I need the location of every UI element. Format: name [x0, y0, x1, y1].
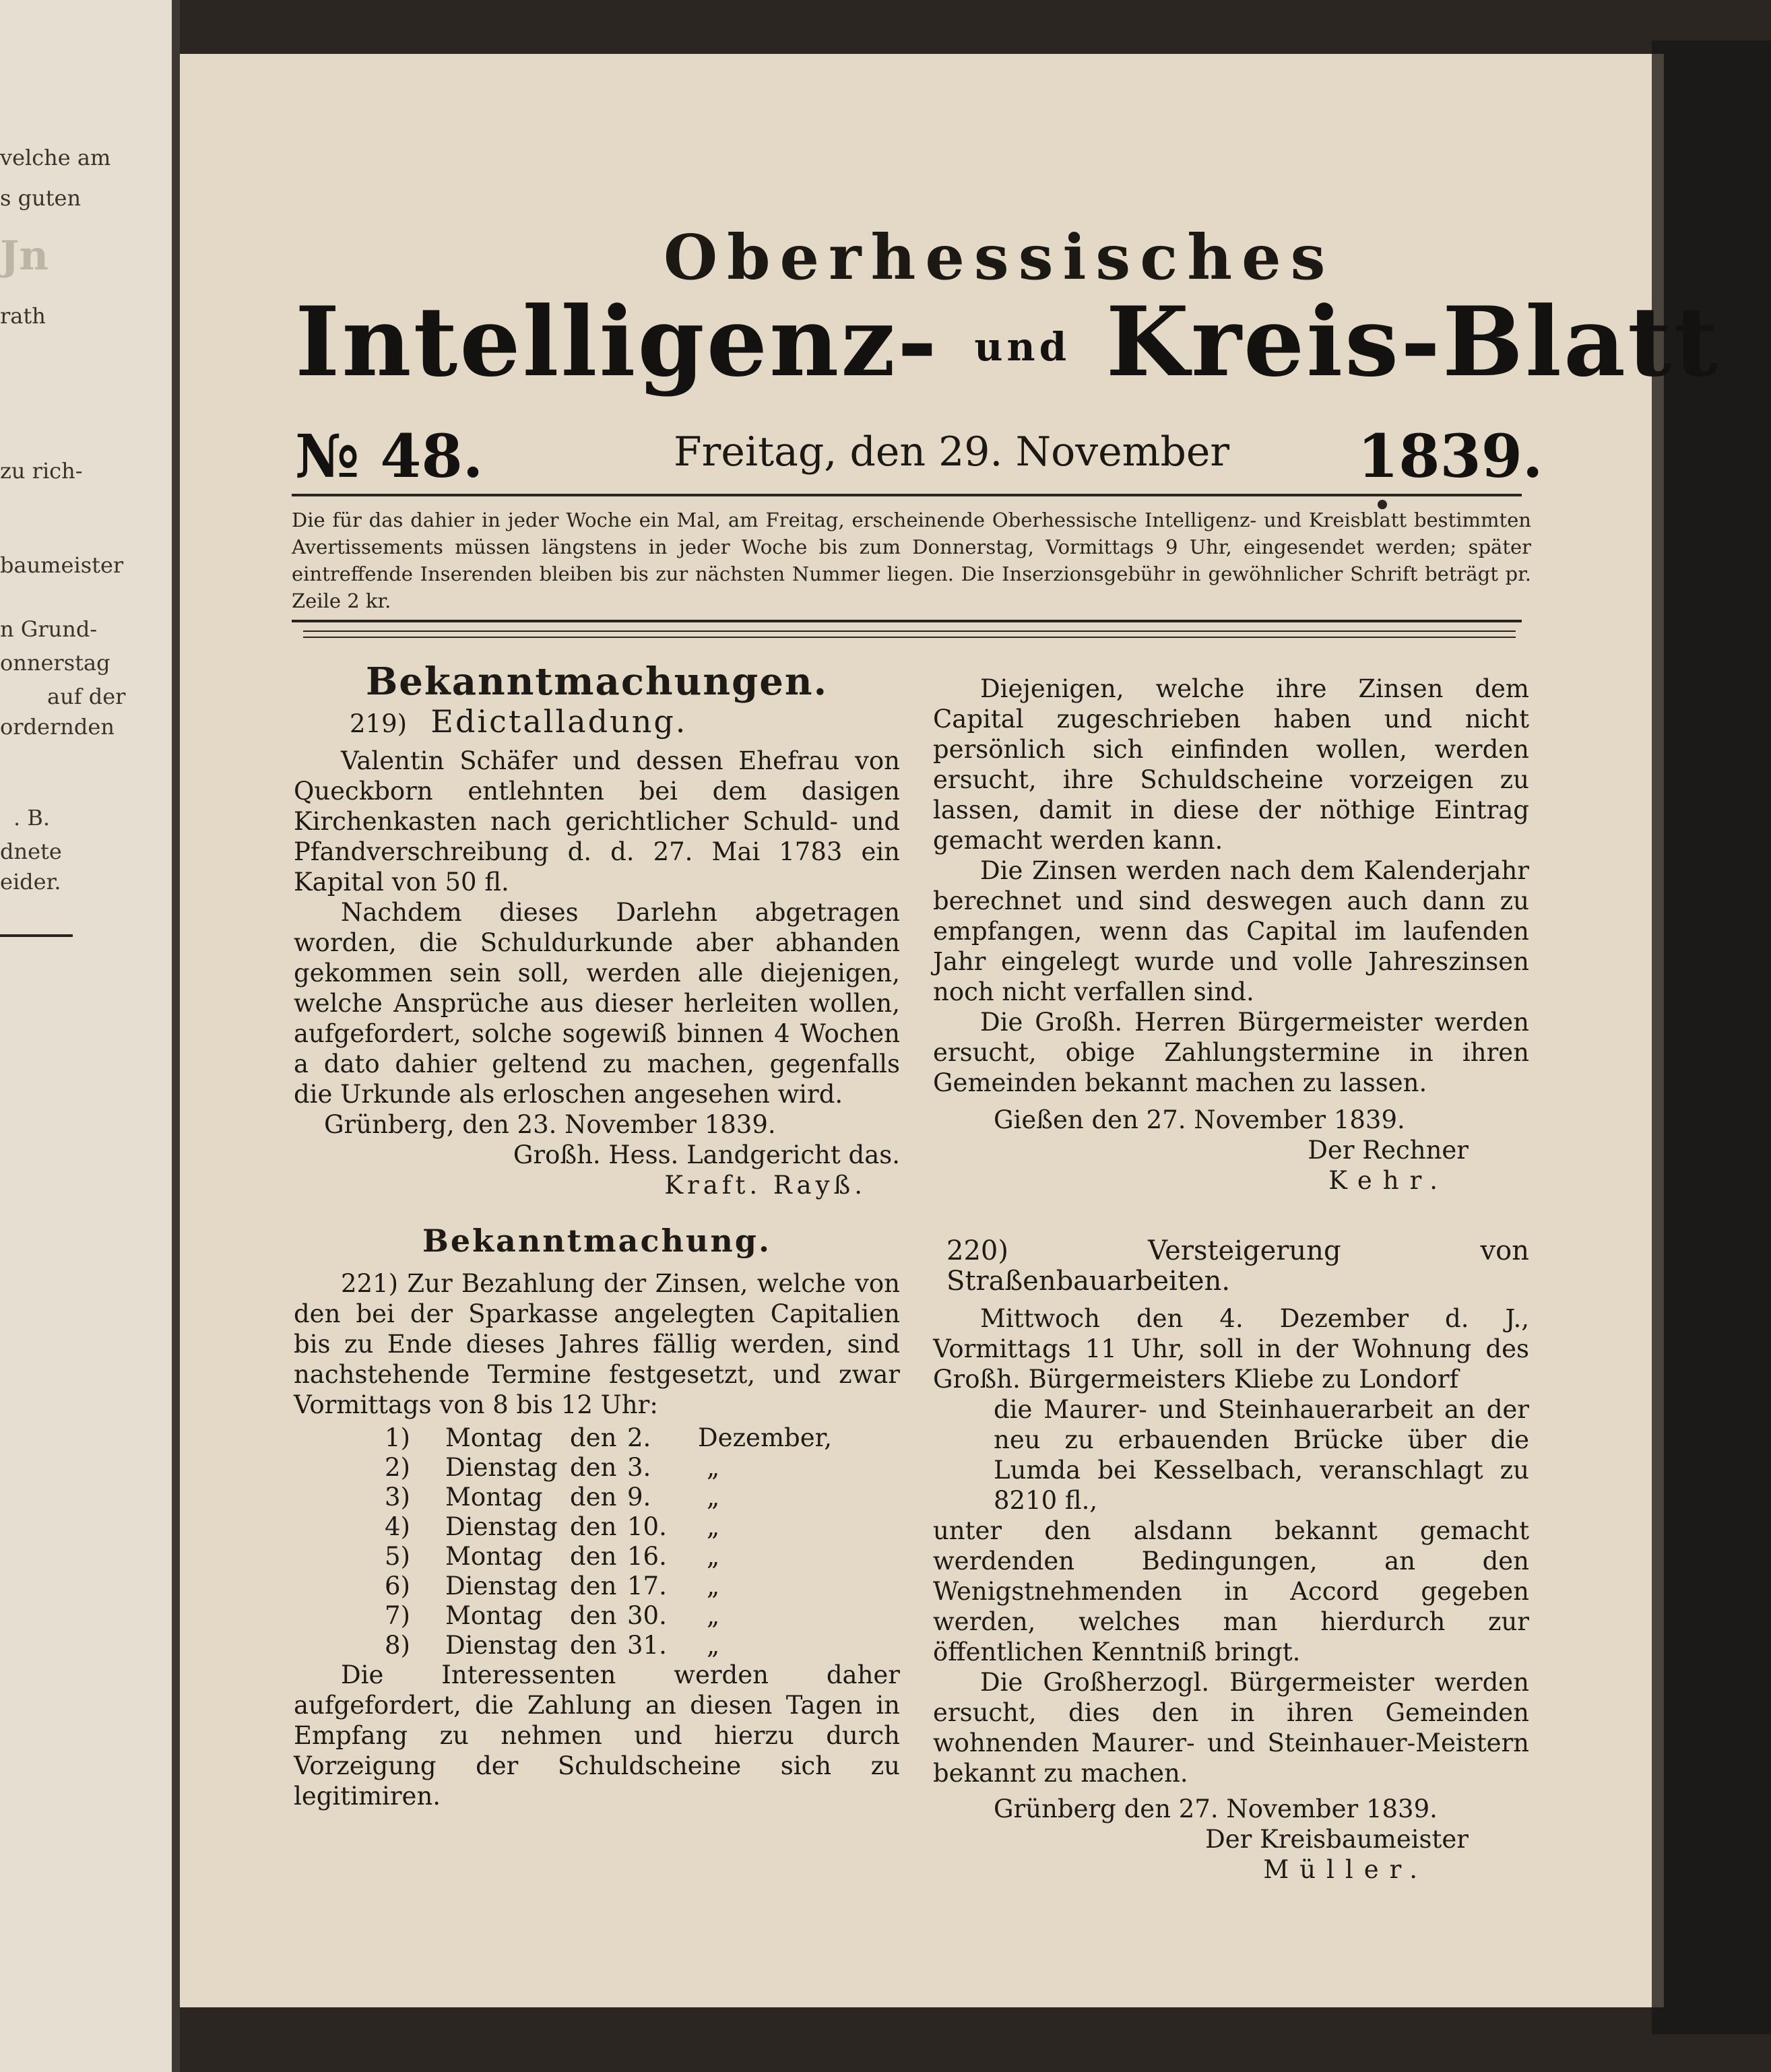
- schedule-date: 2.: [627, 1423, 651, 1452]
- notice-221-p2: Die Interessenten werden daher aufgefordert, die Zahlung an diesen Tagen in Empfang zu nehmen und hierzu durch Vorzeigung der Schuldscheine sich zu legitimiren.: [294, 1660, 900, 1811]
- right-place1: Gießen den 27. November 1839.: [994, 1105, 1405, 1134]
- schedule-row: [294, 1423, 900, 1452]
- schedule-row: [294, 1571, 900, 1600]
- schedule-row: [294, 1630, 900, 1660]
- right-title1: Der Rechner: [1308, 1136, 1469, 1165]
- masthead-part1: Intelligenz-: [295, 286, 939, 398]
- schedule-month: „: [707, 1542, 720, 1571]
- right-p3: Die Großh. Herren Bürgermeister werden ersucht, obige Zahlungstermine in ihren Gemeinden bekannt machen zu lassen.: [933, 1008, 1529, 1097]
- left-fragment: velche am: [0, 145, 111, 170]
- right-p1: Diejenigen, welche ihre Zinsen dem Capital zugeschrieben haben und nicht persönlich sich einfinden wollen, werden ersucht, ihre Schuldscheine vorzeigen zu lassen, damit in diese der nöthige Eintrag gemacht werden kann.: [933, 674, 1529, 855]
- masthead-line1: Oberhessisches: [664, 221, 1335, 294]
- right-column: [933, 674, 1529, 1885]
- notice-220-signature: Müller.: [1263, 1855, 1428, 1884]
- book-gutter: [172, 0, 180, 2072]
- section-heading: Bekanntmachungen.: [365, 659, 829, 704]
- notice-220-p3: unter den alsdann bekannt gemacht werdenden Bedingungen, an den Wenigstnehmenden in Accord gegeben werden, welches man hierdurch zur öffentlichen Kenntniß bringt.: [933, 1516, 1529, 1666]
- schedule-den: den: [570, 1572, 617, 1600]
- notice-220-title-signer: Der Kreisbaumeister: [1205, 1825, 1469, 1854]
- notice-220-title: 220) Versteigerung von Straßenbauarbeiten.: [946, 1235, 1529, 1297]
- notice-220-place: Grünberg den 27. November 1839.: [994, 1794, 1438, 1823]
- header-rule-bottom: [292, 620, 1522, 622]
- issue-date: Freitag, den 29. November: [674, 428, 1230, 476]
- notice-220-p2: die Maurer- und Steinhauerarbeit an der neu zu erbauenden Brücke über die Lumda bei Kesselbach, veranschlagt zu 8210 fl.,: [994, 1395, 1529, 1515]
- schedule-month: „: [707, 1601, 720, 1630]
- schedule-den: den: [570, 1483, 617, 1512]
- schedule-month: „: [707, 1453, 720, 1482]
- schedule-month: „: [707, 1572, 720, 1600]
- schedule-date: 17.: [627, 1572, 667, 1600]
- issue-year: 1839.: [1357, 421, 1543, 491]
- schedule-day: Dienstag: [445, 1572, 558, 1600]
- notice-219-number: 219): [350, 709, 408, 738]
- schedule-date: 3.: [627, 1453, 651, 1482]
- schedule-num: 7): [385, 1601, 410, 1630]
- schedule-num: 8): [385, 1631, 410, 1660]
- left-fragment: eider.: [0, 869, 61, 895]
- schedule-den: den: [570, 1423, 617, 1452]
- left-fragment: onnerstag: [0, 650, 110, 676]
- left-fragment: zu rich-: [0, 458, 83, 484]
- schedule-num: 2): [385, 1453, 410, 1482]
- left-fragment: rath: [0, 303, 46, 329]
- right-signature1: Kehr.: [1328, 1166, 1448, 1195]
- schedule-num: 4): [385, 1512, 410, 1541]
- left-fragment: baumeister: [0, 552, 124, 578]
- left-fragment: dnete: [0, 839, 62, 864]
- notice-219-title: Edictalladung.: [430, 703, 688, 740]
- masthead-title: [295, 286, 1720, 398]
- masthead-part2: Kreis-Blatt: [1105, 286, 1720, 398]
- schedule-row: [294, 1541, 900, 1571]
- left-facing-page: [0, 0, 172, 2072]
- right-p2: Die Zinsen werden nach dem Kalenderjahr berechnet und sind deswegen auch dann zu empfangen, wenn das Capital im laufenden Jahr eingelegt wurde und volle Jahreszinsen noch nicht verfallen sind.: [933, 856, 1529, 1006]
- schedule-month: „: [707, 1483, 720, 1512]
- schedule-num: 3): [385, 1483, 410, 1512]
- schedule-date: 9.: [627, 1483, 651, 1512]
- schedule-num: 6): [385, 1572, 410, 1600]
- notice-221-p1: 221) Zur Bezahlung der Zinsen, welche von den bei der Sparkasse angelegten Capitalien bis zu Ende dieses Jahres fällig werden, sind nachstehende Termine festgesetzt, und zwar Vormittags von 8 bis 12 Uhr:: [294, 1269, 900, 1419]
- notice-219-p2: Nachdem dieses Darlehn abgetragen worden, die Schuldurkunde aber abhanden gekommen sein soll, werden alle diejenigen, welche Ansprüche aus dieser herleiten wollen, aufgefordert, solche sogewiß binnen 4 Wochen a dato dahier geltend zu machen, gegenfalls die Urkunde als erloschen angesehen wird.: [294, 898, 900, 1109]
- schedule-day: Dienstag: [445, 1512, 558, 1541]
- left-fragment: . B.: [13, 805, 51, 831]
- notice-220-p1: Mittwoch den 4. Dezember d. J., Vormittags 11 Uhr, soll in der Wohnung des Großh. Bürgermeisters Kliebe zu Londorf: [933, 1304, 1529, 1394]
- notice-219-header: [294, 703, 900, 740]
- schedule-row: [294, 1452, 900, 1482]
- schedule-date: 30.: [627, 1601, 667, 1630]
- notice-221-heading: Bekanntmachung.: [422, 1223, 771, 1259]
- left-fragment: auf der: [47, 684, 126, 709]
- header-rule-thin: [303, 630, 1516, 632]
- schedule-num: 5): [385, 1542, 410, 1571]
- schedule-date: 16.: [627, 1542, 667, 1571]
- schedule-day: Montag: [445, 1483, 543, 1512]
- notice-text: Die für das dahier in jeder Woche ein Mal, am Freitag, erscheinende Oberhessische Intelligenz- und Kreisblatt bestimmten Avertissements müssen längstens in jeder Woche bis zum Donnerstag, Vormittags 9 Uhr, eingesendet werden; später eintreffende Inserenden bleiben bis zur nächsten Nummer liegen. Die Inserzionsgebühr in gewöhnlicher Schrift beträgt pr. Zeile 2 kr.: [292, 509, 1531, 612]
- schedule-day: Dienstag: [445, 1453, 558, 1482]
- schedule-month: „: [707, 1512, 720, 1541]
- schedule-day: Montag: [445, 1423, 543, 1452]
- schedule-day: Montag: [445, 1601, 543, 1630]
- header-rule-top: [292, 494, 1522, 496]
- header-rule-thin: [303, 637, 1516, 638]
- schedule-month: „: [707, 1631, 720, 1660]
- schedule-date: 31.: [627, 1631, 667, 1660]
- left-fragment: n Grund-: [0, 616, 98, 642]
- notice-219-place: Grünberg, den 23. November 1839.: [324, 1110, 776, 1139]
- left-fragment: s guten: [0, 185, 82, 211]
- left-fragment: Jn: [0, 232, 49, 280]
- notice-219-p1: Valentin Schäfer und dessen Ehefrau von Queckborn entlehnten bei dem dasigen Kirchenkasten nach gerichtlicher Schuld- und Pfandverschreibung d. d. 27. Mai 1783 ein Kapital von 50 fl.: [294, 746, 900, 897]
- issue-number: № 48.: [295, 421, 484, 491]
- schedule-date: 10.: [627, 1512, 667, 1541]
- left-column: [294, 659, 900, 1811]
- schedule-num: 1): [385, 1423, 410, 1452]
- left-divider: [0, 934, 73, 937]
- schedule-den: den: [570, 1453, 617, 1482]
- notice-220-p4: Die Großherzogl. Bürgermeister werden ersucht, dies den in ihren Gemeinden wohnenden Maurer- und Steinhauer-Meistern bekannt zu machen.: [933, 1668, 1529, 1788]
- schedule-row: [294, 1512, 900, 1541]
- schedule-den: den: [570, 1631, 617, 1660]
- schedule-den: den: [570, 1601, 617, 1630]
- schedule-row: [294, 1600, 900, 1630]
- notice-219-court: Großh. Hess. Landgericht das.: [513, 1140, 900, 1169]
- masthead-und: und: [974, 324, 1071, 370]
- notice-219-signature: Kraft. Rayß.: [664, 1171, 866, 1200]
- schedule-den: den: [570, 1512, 617, 1541]
- schedule-month: Dezember,: [698, 1423, 833, 1452]
- schedule-den: den: [570, 1542, 617, 1571]
- left-fragment: ordernden: [0, 714, 115, 740]
- schedule-day: Montag: [445, 1542, 543, 1571]
- schedule-row: [294, 1482, 900, 1512]
- schedule-list: [294, 1423, 900, 1660]
- schedule-day: Dienstag: [445, 1631, 558, 1660]
